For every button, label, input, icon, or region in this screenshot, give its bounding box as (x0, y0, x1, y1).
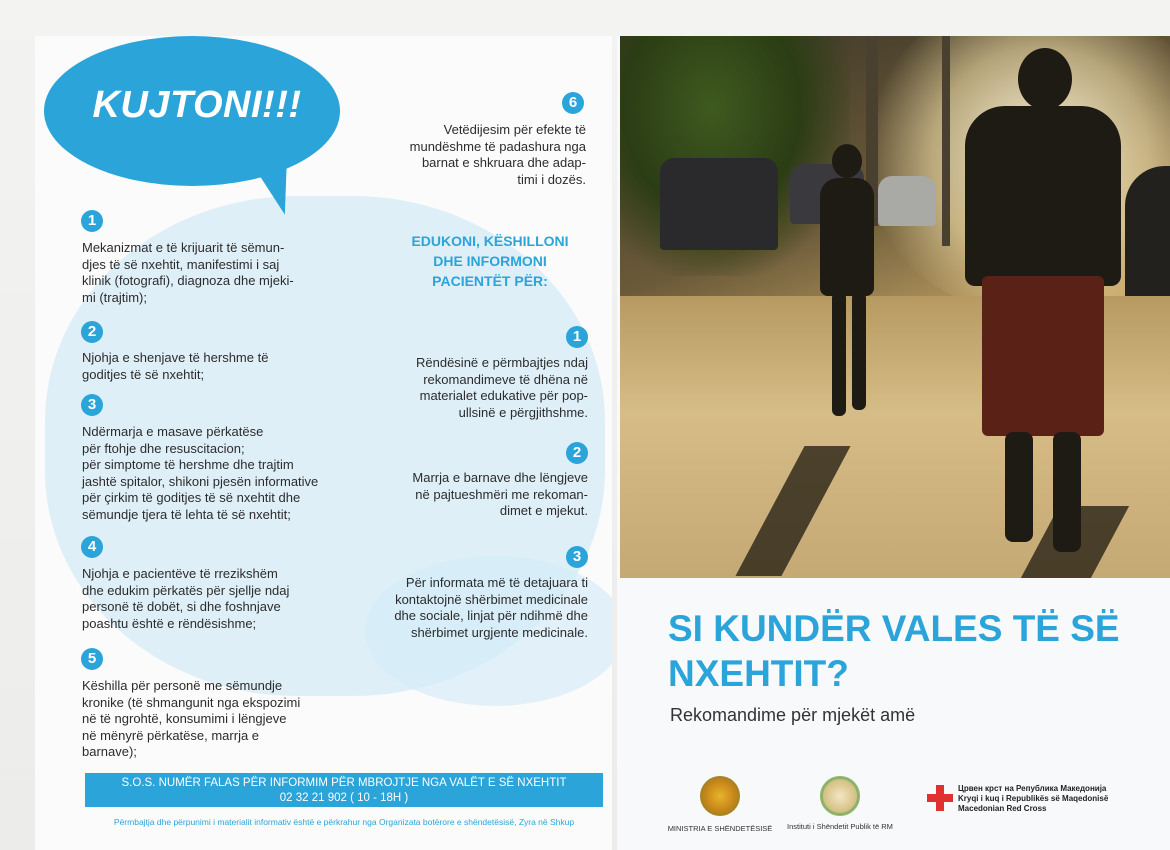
text-line: për ftohje dhe resuscitacion; (82, 440, 245, 456)
street-pole (942, 36, 950, 246)
text-line: Црвен крст на Република Македонија (958, 784, 1107, 793)
bubble-title: KUJTONI!!! (92, 84, 302, 126)
text-line: Ndërmarja e masave përkatëse (82, 424, 264, 439)
text-line: në mënyrë përkatëse, marrja e (82, 727, 260, 743)
logo-caption: MINISTRIA E SHËNDETËSISË (667, 824, 773, 833)
list-item (390, 122, 586, 188)
item-number: 3 (81, 394, 103, 416)
heading-line: PACIENTËT PËR: (432, 273, 548, 289)
ministry-emblem-icon (700, 776, 740, 816)
text-line: në pajtueshmëri me rekoman- (415, 486, 588, 502)
text-line: barnave); (82, 744, 137, 759)
text-line: Këshilla për personë me sëmundje (82, 678, 283, 693)
man-head (1018, 48, 1072, 110)
man-body (965, 106, 1121, 286)
text-line: shërbimet urgjente medicinale. (410, 624, 588, 640)
title-line: SI KUNDËR VALES TË SË (668, 608, 1120, 649)
list-item (360, 575, 588, 641)
list-item (82, 678, 372, 761)
list-item (82, 566, 372, 632)
public-health-institute-logo-icon (820, 776, 860, 816)
text-line: Njohja e pacientëve të rrezikshëm (82, 566, 278, 581)
text-line: dimet e mjekut. (499, 503, 588, 518)
man-leg (1005, 432, 1033, 542)
speech-bubble-tail (251, 158, 294, 218)
woman-head (832, 144, 862, 178)
cover-photo (620, 36, 1170, 578)
text-line: personë të dobët, si dhe foshnjave (82, 599, 281, 614)
text-line: mi (trajtim); (82, 289, 147, 305)
text-line: dhe sociale, linjat për ndihmë dhe (394, 608, 588, 623)
text-line: klinik (fotografi), diagnoza dhe mjeki- (82, 273, 294, 288)
text-line: mundëshme të padashura nga (409, 138, 586, 154)
parked-car (660, 158, 778, 250)
cover-title (668, 606, 1158, 696)
item-number: 1 (566, 326, 588, 348)
sos-phone-number: 02 32 21 902 ( 10 - 18H ) (279, 792, 409, 804)
text-line: rekomandimeve të dhëna në (423, 371, 588, 387)
footer-note: Përmbajtja dhe përpunimi i materialit informativ është e përkrahur nga Organizata botërore e shëndetësisë, Zyra në Shkup (113, 817, 575, 827)
text-line: Rëndësinë e përmbajtjes ndaj (416, 355, 588, 370)
text-line: për simptome të hershme dhe trajtim (82, 457, 294, 472)
text-line: Për informata më të detajuara ti (405, 575, 588, 590)
text-line: timi i dozës. (517, 171, 586, 187)
item-number: 1 (81, 210, 103, 232)
cover-subtitle: Rekomandime për mjekët amë (670, 705, 916, 725)
heading-line: EDUKONI, KËSHILLONI (411, 233, 569, 249)
list-item (82, 350, 372, 383)
text-line: kontaktojnë shërbimet medicinale (395, 591, 588, 607)
list-item (82, 424, 382, 523)
text-line: Kryqi i kuq i Republikës së Maqedonisë (958, 794, 1109, 803)
text-line: Marrja e barnave dhe lëngjeve (412, 470, 588, 485)
text-line: goditjes të së nxehtit; (82, 366, 205, 382)
item-number: 3 (566, 546, 588, 568)
list-item (82, 240, 372, 306)
woman-leg (832, 292, 846, 416)
item-number: 6 (562, 92, 584, 114)
text-line: Mekanizmat e të krijuarit të sëmun- (82, 240, 285, 255)
red-cross-text (958, 784, 1108, 814)
educate-heading (390, 231, 590, 291)
text-line: për çirkim të goditjes të së nxehtit dhe (82, 490, 301, 505)
sos-hotline-bar (85, 773, 603, 807)
text-line: dhe edukim përkatës për sjellje ndaj (82, 582, 290, 598)
text-line: ullsinë e përgjithshme. (458, 404, 588, 420)
text-line: Vetëdijesim për efekte të (443, 122, 586, 137)
red-cross-icon (936, 785, 944, 811)
sos-text: S.O.S. NUMËR FALAS PËR INFORMIM PËR MBROJTJE NGA VALËT E SË NXEHTIT (121, 777, 567, 789)
item-number: 5 (81, 648, 103, 670)
list-item (380, 470, 588, 520)
man-shorts (982, 276, 1104, 436)
text-line: barnat e shkruara dhe adap- (421, 155, 586, 170)
item-number: 2 (566, 442, 588, 464)
text-line: kronike (të shmangunit nga ekspozimi (82, 694, 301, 710)
list-item (380, 355, 588, 421)
heading-line: DHE INFORMONI (433, 253, 547, 269)
woman-leg (852, 292, 866, 410)
text-line: në të ngrohtë, konsumimi i lëngjeve (82, 711, 287, 726)
logo-caption: Instituti i Shëndetit Publik të RM (787, 822, 893, 831)
item-number: 2 (81, 321, 103, 343)
text-line: Njohja e shenjave të hershme të (82, 350, 269, 365)
text-line: sëmundje tjera të lehta të së nxehtit; (82, 506, 291, 522)
parked-car (878, 176, 936, 226)
text-line: poashtu është e rëndësishme; (82, 615, 257, 631)
title-line: NXEHTIT? (668, 653, 849, 694)
item-number: 4 (81, 536, 103, 558)
text-line: djes të së nxehtit, manifestimi i saj (82, 256, 280, 272)
woman-body (820, 178, 874, 296)
text-line: materialet edukative për pop- (419, 388, 588, 403)
text-line: Macedonian Red Cross (958, 804, 1047, 813)
man-leg (1053, 432, 1081, 552)
text-line: jashtë spitalor, shikoni pjesën informative (82, 473, 319, 489)
